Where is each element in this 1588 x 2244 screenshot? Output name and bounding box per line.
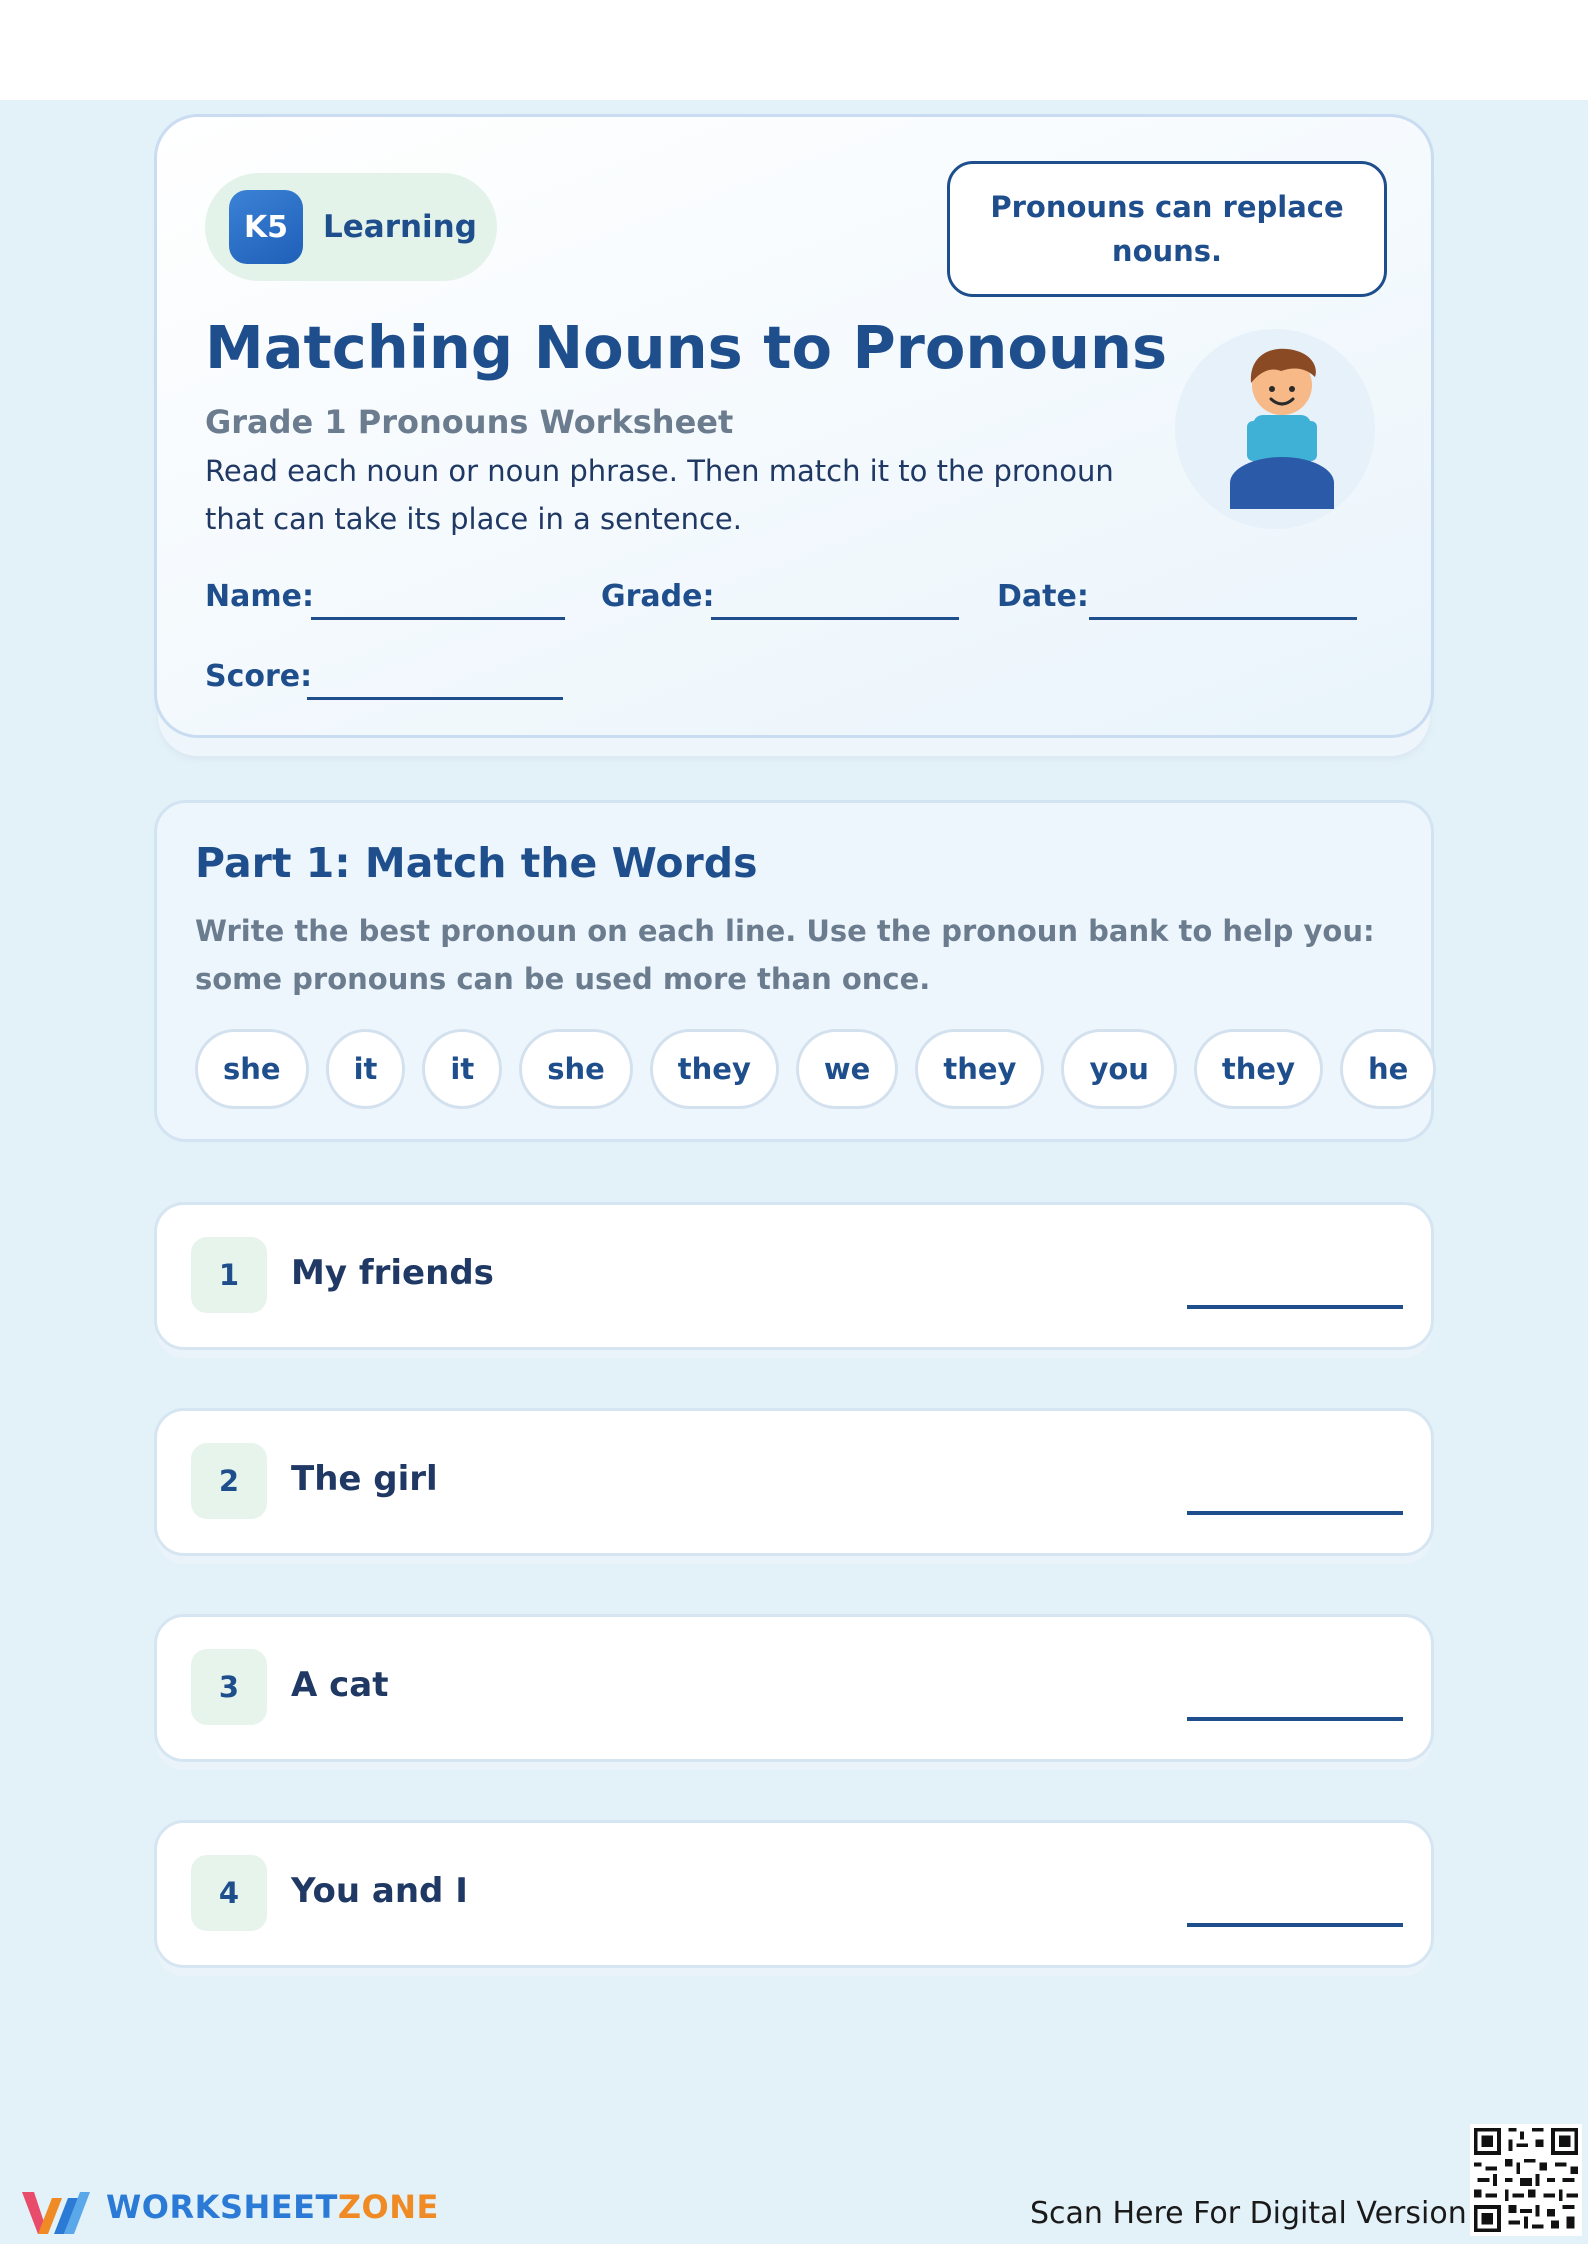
score-line[interactable] [307, 697, 563, 700]
question-number: 2 [191, 1443, 267, 1519]
pronoun-chip: it [422, 1029, 502, 1109]
question-row [154, 1202, 1434, 1350]
pronoun-chip: he [1340, 1029, 1436, 1109]
qr-code-icon[interactable] [1470, 2124, 1582, 2236]
part1-card [154, 800, 1434, 1142]
pronoun-chip: they [915, 1029, 1044, 1109]
part1-title: Part 1: Match the Words [195, 839, 758, 887]
brand-main: WORKSHEET [106, 2188, 338, 2226]
pronoun-bank [195, 1029, 1453, 1109]
pronoun-chip: she [519, 1029, 633, 1109]
pronoun-chip: she [195, 1029, 309, 1109]
question-noun: You and I [291, 1871, 468, 1911]
grade-label: Grade: [601, 579, 715, 614]
name-line[interactable] [311, 617, 565, 620]
boy-reading-icon [1217, 337, 1347, 519]
header-card [154, 114, 1434, 738]
part1-instructions: Write the best pronoun on each line. Use the pronoun bank to help you: some pronouns can be used more than once. [195, 914, 1375, 996]
logo-text: Learning [323, 209, 477, 245]
pronoun-chip: we [796, 1029, 898, 1109]
worksheetzone-logo-icon [18, 2184, 94, 2240]
k5-learning-logo [205, 173, 497, 281]
answer-line[interactable] [1187, 1923, 1403, 1927]
question-noun: The girl [291, 1459, 438, 1499]
question-noun: My friends [291, 1253, 494, 1293]
page-subtitle: Grade 1 Pronouns Worksheet [205, 403, 734, 441]
answer-line[interactable] [1187, 1305, 1403, 1309]
k5-badge: K5 [229, 190, 303, 264]
question-row [154, 1614, 1434, 1762]
answer-line[interactable] [1187, 1511, 1403, 1515]
answer-line[interactable] [1187, 1717, 1403, 1721]
scan-text: Scan Here For Digital Version [1030, 2196, 1467, 2231]
tip-box: Pronouns can replace nouns. [947, 161, 1387, 297]
pronoun-chip: they [1194, 1029, 1323, 1109]
question-row [154, 1820, 1434, 1968]
question-number: 4 [191, 1855, 267, 1931]
brand-accent: ZONE [337, 2188, 439, 2226]
name-label: Name: [205, 579, 314, 614]
question-noun: A cat [291, 1665, 389, 1705]
pronoun-chip: they [650, 1029, 779, 1109]
grade-line[interactable] [711, 617, 959, 620]
question-number: 1 [191, 1237, 267, 1313]
footer-brand [106, 2188, 439, 2226]
pronoun-chip: it [326, 1029, 406, 1109]
question-row [154, 1408, 1434, 1556]
score-label: Score: [205, 659, 313, 694]
date-label: Date: [997, 579, 1089, 614]
header-instructions: Read each noun or noun phrase. Then match it to the pronoun that can take its place in a sentence. [205, 454, 1114, 536]
page-title: Matching Nouns to Pronouns [205, 313, 1168, 382]
question-number: 3 [191, 1649, 267, 1725]
pronoun-chip: you [1061, 1029, 1176, 1109]
date-line[interactable] [1089, 617, 1357, 620]
